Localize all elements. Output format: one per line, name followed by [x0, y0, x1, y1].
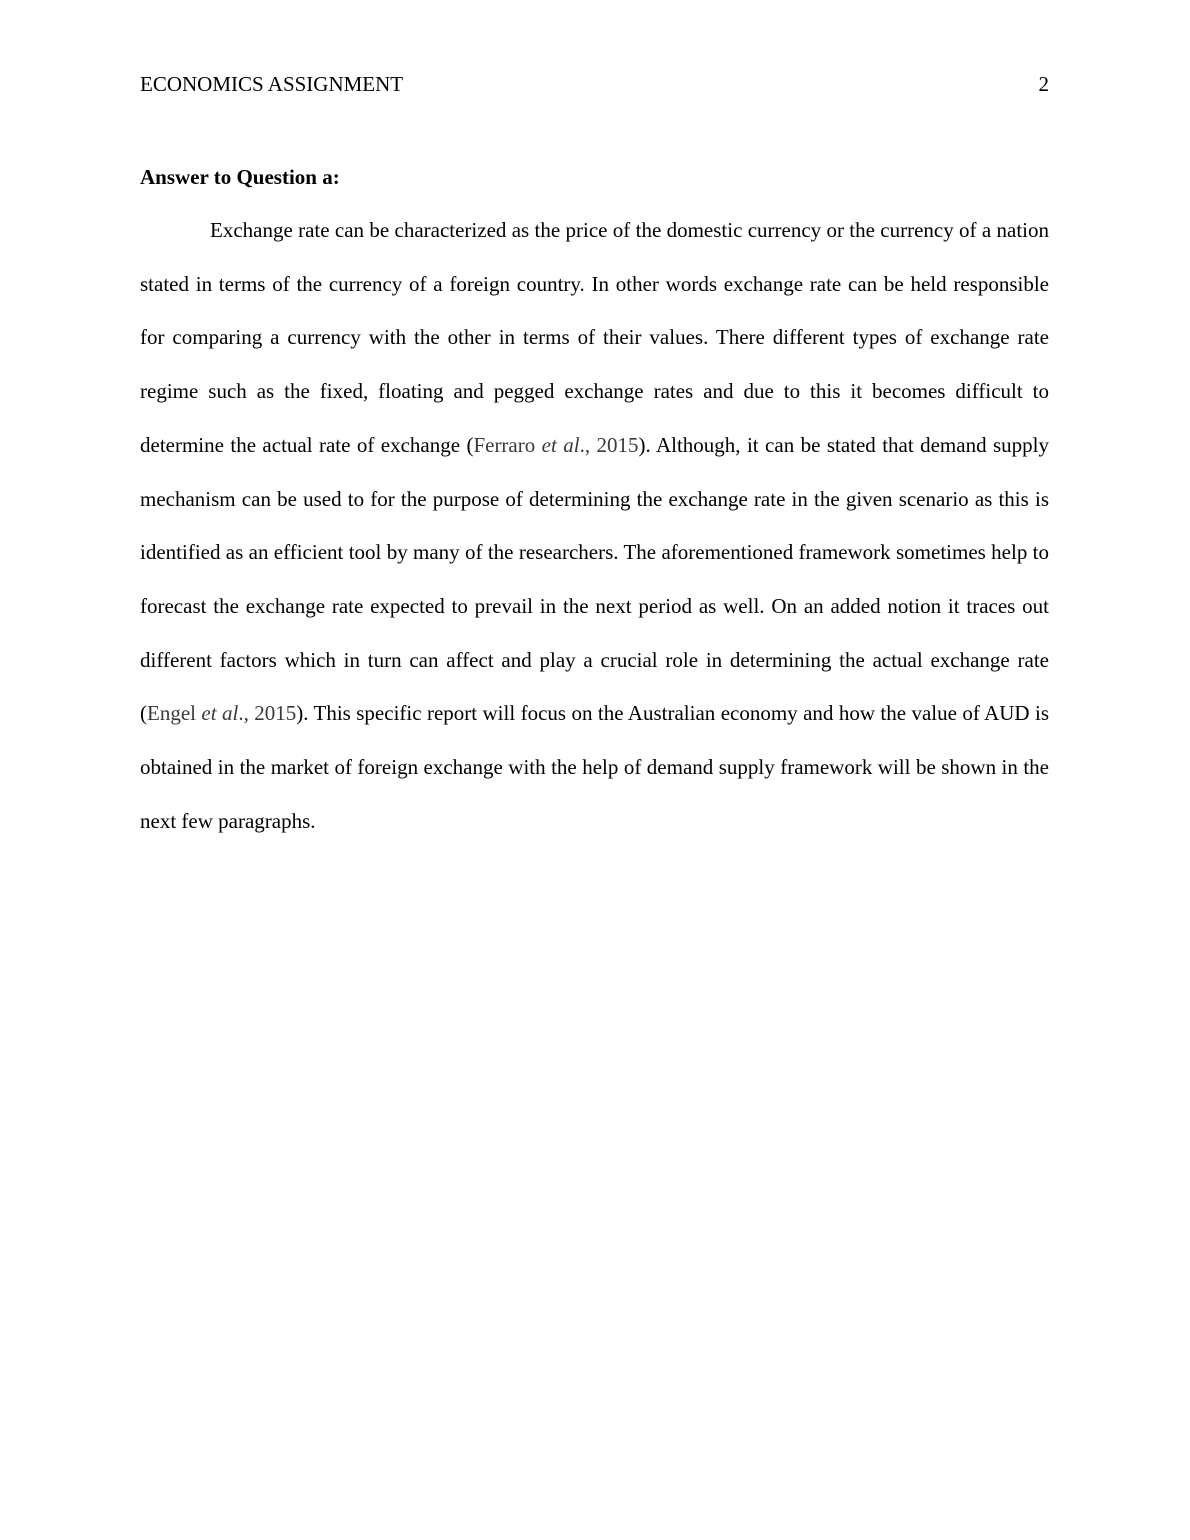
citation-et-al: et al — [541, 432, 580, 457]
citation-ferraro — [473, 433, 638, 457]
citation-year: ., 2015 — [238, 701, 297, 726]
citation-year: ., 2015 — [579, 432, 639, 457]
paragraph-text-part-1: Exchange rate can be characterized as the price of the domestic currency or the currency of a nation stated in terms of the currency of a foreign country. In other words exchange rate can be held responsible for comparing a currency with the other in terms of their values. There different types of exchange rate regime such as the fixed, floating and pegged exchange rates and due to this it becomes difficult to determine the actual rate of exchange ( — [140, 218, 1049, 457]
paragraph-text-part-3: ). This specific report will focus on the Australian economy and how the value of AUD is obtained in the market of foreign exchange with the help of demand supply framework will be shown in the next few paragraphs. — [140, 701, 1050, 833]
citation-author: Engel — [147, 701, 202, 726]
page-number: 2 — [1038, 72, 1049, 96]
citation-engel — [147, 701, 296, 725]
running-head-title: ECONOMICS ASSIGNMENT — [140, 72, 404, 96]
body-paragraph — [140, 204, 1049, 848]
section-heading: Answer to Question a: — [140, 165, 340, 189]
citation-et-al: et al — [201, 701, 239, 726]
citation-author: Ferraro — [473, 432, 542, 457]
paragraph-text-part-2: ). Although, it can be stated that demand supply mechanism can be used to for the purpose of determining the exchange rate in the given scenario as this is identified as an efficient tool by many of the researchers. The aforementioned framework sometimes help to forecast the exchange rate expected to prevail in the next period as well. On an added notion it traces out different factors which in turn can affect and play a crucial role in determining the actual exchange rate ( — [140, 432, 1050, 726]
page-header — [140, 70, 1049, 100]
